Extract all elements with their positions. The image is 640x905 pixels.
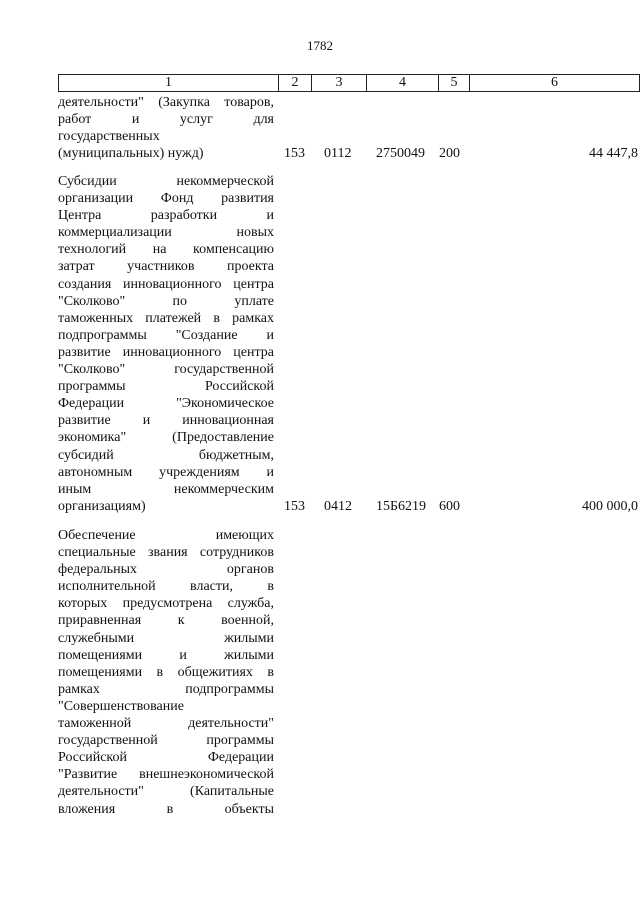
amount-value: 44 447,8 [589,146,638,161]
row-description [58,94,274,162]
target-article-code: 2750049 [376,146,425,161]
description-line: рамках подпрограммы [58,681,274,697]
table-row [58,527,638,827]
description-line: "Сколково" государственной [58,362,274,378]
description-line: Центра разработки и [58,208,274,224]
description-line: деятельности" (Капитальные [58,784,274,800]
description-line: развитие инновационного центра [58,344,274,360]
description-line: иным некоммерческим [58,481,274,497]
description-line: программы Российской [58,379,274,395]
expense-type-code: 200 [439,146,460,161]
description-line: государственной программы [58,733,274,749]
section-code: 153 [284,146,305,161]
description-line: "Сколково" по уплате [58,293,274,309]
description-line: подпрограммы "Создание и [58,327,274,343]
description-line: исполнительной власти, в [58,579,274,595]
description-line: Российской Федерации [58,750,274,766]
subsection-code: 0112 [324,146,352,161]
column-header-1: 1 [59,75,279,92]
description-line: экономика" (Предоставление [58,430,274,446]
column-header-4: 4 [367,75,439,92]
description-line: Обеспечение имеющих [58,528,274,543]
column-header-6: 6 [470,75,640,92]
expense-type-code: 600 [439,499,460,514]
description-line: коммерциализации новых [58,225,274,241]
section-code: 153 [284,499,305,514]
description-line: помещениями в общежитиях в [58,664,274,680]
column-header-5: 5 [439,75,470,92]
description-line: создания инновационного центра [58,276,274,292]
description-line: "Развитие внешнеэкономической [58,767,274,783]
column-header-3: 3 [312,75,367,92]
description-line: затрат участников проекта [58,259,274,275]
table-row [58,94,638,166]
description-line: служебными жилыми [58,630,274,646]
description-line: деятельности" (Закупка товаров, [58,95,274,110]
description-line: организациям) [58,498,146,514]
description-line: Субсидии некоммерческой [58,174,274,189]
description-line: работ и услуг для [58,112,274,128]
description-line: развитие и инновационная [58,413,274,429]
description-line: которых предусмотрена служба, [58,596,274,612]
description-line: технологий на компенсацию [58,242,274,258]
page-number: 1782 [307,38,333,53]
column-header-2: 2 [279,75,312,92]
description-line: (муниципальных) нужд) [58,146,204,162]
target-article-code: 15Б6219 [376,499,427,514]
description-line: вложения в объекты [58,801,274,817]
description-line: "Совершенствование [58,698,184,714]
description-line: специальные звания сотрудников [58,545,274,561]
description-line: автономным учреждениям и [58,464,274,480]
row-description [58,527,274,818]
subsection-code: 0412 [324,499,352,514]
description-line: таможенной деятельности" [58,716,274,732]
description-line: государственных [58,129,160,145]
amount-value: 400 000,0 [582,499,638,514]
column-header-row [58,74,640,92]
row-description [58,173,274,515]
description-line: таможенных платежей в рамках [58,310,274,326]
description-line: организации Фонд развития [58,191,274,207]
description-line: субсидий бюджетным, [58,447,274,463]
description-line: приравненная к военной, [58,613,274,629]
table-row [58,173,638,518]
description-line: помещениями и жилыми [58,647,274,663]
description-line: Федерации "Экономическое [58,396,274,412]
description-line: федеральных органов [58,562,274,578]
